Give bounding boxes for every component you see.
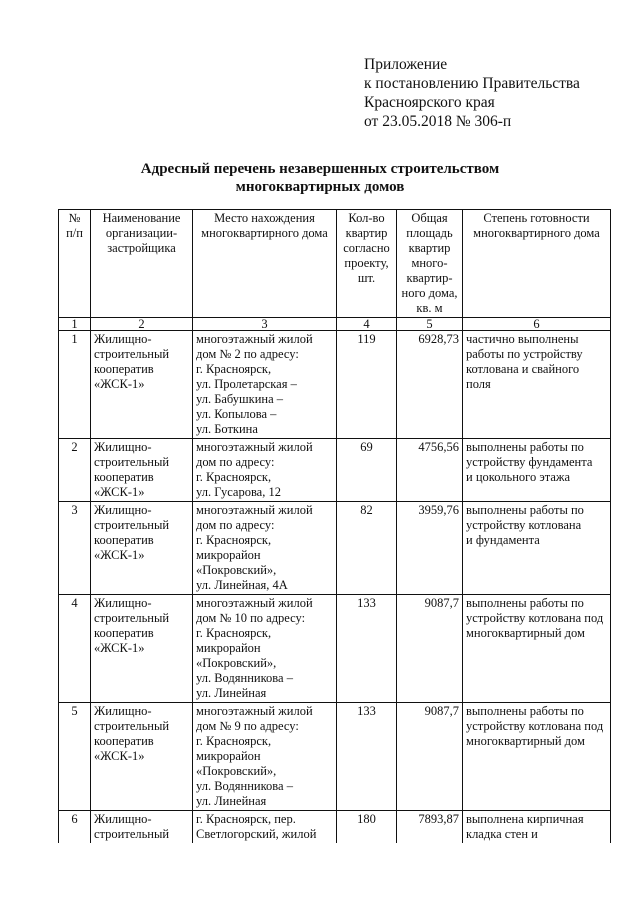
header-text-line: проекту, [344, 256, 389, 270]
location-line: г. Красноярск, пер. [196, 812, 296, 826]
appendix-block [364, 55, 580, 131]
readiness-cell [463, 439, 611, 502]
header-count [337, 210, 397, 318]
location-line: г. Красноярск, [196, 626, 272, 640]
header-text-line: организации- [105, 226, 178, 240]
organization-line: строительный [94, 719, 170, 733]
organization-line: Жилищно- [94, 704, 152, 718]
organization-line: «ЖСК-1» [94, 377, 145, 391]
readiness-cell [463, 331, 611, 439]
table-row [59, 331, 611, 439]
row-number-cell: 1 [59, 331, 91, 439]
apartment-count-cell: 82 [337, 502, 397, 595]
title-line-2: многоквартирных домов [235, 179, 405, 195]
organization-cell [91, 331, 193, 439]
appendix-line: Красноярского края [364, 94, 495, 111]
apartment-count-cell: 119 [337, 331, 397, 439]
title-line-1: Адресный перечень незавершенных строительством [140, 161, 500, 177]
header-org [91, 210, 193, 318]
total-area-cell: 3959,76 [397, 502, 463, 595]
readiness-line: поля [466, 377, 491, 391]
location-line: г. Красноярск, [196, 533, 272, 547]
organization-line: строительный [94, 611, 170, 625]
location-line: г. Красноярск, [196, 734, 272, 748]
column-number: 5 [397, 318, 463, 331]
location-line: ул. Пролетарская – [196, 377, 297, 391]
readiness-line: многоквартирный дом [466, 626, 585, 640]
location-line: дом по адресу: [196, 518, 275, 532]
header-text-line: Кол-во [348, 211, 385, 225]
location-line: г. Красноярск, [196, 470, 272, 484]
readiness-line: и фундамента [466, 533, 540, 547]
location-line: «Покровский», [196, 656, 277, 670]
header-num [59, 210, 91, 318]
organization-line: строительный [94, 455, 170, 469]
column-number-row [59, 318, 611, 331]
organization-line: «ЖСК-1» [94, 548, 145, 562]
location-cell [193, 703, 337, 811]
location-line: ул. Гусарова, 12 [196, 485, 281, 499]
location-line: «Покровский», [196, 563, 277, 577]
organization-line: кооператив [94, 734, 154, 748]
header-text-line: застройщика [107, 241, 176, 255]
table-row [59, 811, 611, 844]
location-line: микрорайон [196, 749, 261, 763]
row-number-cell: 3 [59, 502, 91, 595]
header-text-line: площадь [406, 226, 453, 240]
readiness-cell [463, 703, 611, 811]
header-text-line: Степень готовности [483, 211, 590, 225]
header-text-line: № [68, 211, 81, 225]
apartment-count-cell: 180 [337, 811, 397, 844]
location-line: ул. Бабушкина – [196, 392, 284, 406]
appendix-line: от 23.05.2018 № 306-п [364, 113, 512, 130]
location-line: ул. Линейная [196, 686, 267, 700]
readiness-line: выполнены работы по [466, 503, 584, 517]
header-area [397, 210, 463, 318]
organization-cell [91, 439, 193, 502]
readiness-cell [463, 811, 611, 844]
readiness-cell [463, 502, 611, 595]
document-title [0, 160, 640, 196]
header-text-line: много- [411, 256, 448, 270]
column-number: 2 [91, 318, 193, 331]
readiness-line: кладка стен и [466, 827, 538, 841]
header-text-line: кв. м [416, 301, 443, 315]
location-line: дом по адресу: [196, 455, 275, 469]
readiness-line: выполнены работы по [466, 596, 584, 610]
location-line: ул. Боткина [196, 422, 258, 436]
organization-line: кооператив [94, 362, 154, 376]
organization-cell [91, 595, 193, 703]
organization-line: Жилищно- [94, 440, 152, 454]
appendix-line: к постановлению Правительства [364, 75, 580, 92]
readiness-line: выполнена кирпичная [466, 812, 584, 826]
readiness-cell [463, 595, 611, 703]
location-line: г. Красноярск, [196, 362, 272, 376]
location-line: Светлогорский, жилой [196, 827, 317, 841]
header-text-line: ного дома, [401, 286, 458, 300]
location-line: ул. Линейная [196, 794, 267, 808]
organization-line: «ЖСК-1» [94, 749, 145, 763]
header-text-line: п/п [66, 226, 83, 240]
apartment-count-cell: 133 [337, 703, 397, 811]
row-number-cell: 2 [59, 439, 91, 502]
organization-line: Жилищно- [94, 596, 152, 610]
apartment-count-cell: 69 [337, 439, 397, 502]
location-line: ул. Копылова – [196, 407, 277, 421]
location-line: «Покровский», [196, 764, 277, 778]
readiness-line: устройству котлована под [466, 719, 604, 733]
readiness-line: и цокольного этажа [466, 470, 571, 484]
location-cell [193, 331, 337, 439]
total-area-cell: 9087,7 [397, 703, 463, 811]
column-number: 6 [463, 318, 611, 331]
readiness-line: частично выполнены [466, 332, 579, 346]
column-number: 3 [193, 318, 337, 331]
table-row [59, 439, 611, 502]
location-line: ул. Водянникова – [196, 779, 293, 793]
header-text-line: многоквартирного дома [473, 226, 600, 240]
organization-line: «ЖСК-1» [94, 641, 145, 655]
header-text-line: многоквартирного дома [201, 226, 328, 240]
total-area-cell: 6928,73 [397, 331, 463, 439]
header-text-line: квартир- [406, 271, 453, 285]
organization-line: Жилищно- [94, 812, 152, 826]
readiness-line: котлована и свайного [466, 362, 580, 376]
location-cell [193, 439, 337, 502]
organization-line: Жилищно- [94, 332, 152, 346]
organization-line: Жилищно- [94, 503, 152, 517]
location-line: микрорайон [196, 548, 261, 562]
location-line: многоэтажный жилой [196, 596, 313, 610]
readiness-line: выполнены работы по [466, 704, 584, 718]
organization-line: кооператив [94, 533, 154, 547]
organization-line: строительный [94, 347, 170, 361]
readiness-line: работы по устройству [466, 347, 583, 361]
header-text-line: шт. [357, 271, 376, 285]
total-area-cell: 9087,7 [397, 595, 463, 703]
table-row [59, 595, 611, 703]
organization-line: кооператив [94, 626, 154, 640]
location-cell [193, 595, 337, 703]
organization-cell [91, 502, 193, 595]
header-degree [463, 210, 611, 318]
readiness-line: устройству котлована [466, 518, 582, 532]
total-area-cell: 7893,87 [397, 811, 463, 844]
readiness-line: многоквартирный дом [466, 734, 585, 748]
location-line: дом № 10 по адресу: [196, 611, 306, 625]
header-text-line: квартир [408, 241, 451, 255]
location-line: дом № 9 по адресу: [196, 719, 299, 733]
header-row [59, 210, 611, 318]
header-place [193, 210, 337, 318]
organization-cell [91, 811, 193, 844]
location-line: многоэтажный жилой [196, 503, 313, 517]
header-text-line: Место нахождения [214, 211, 315, 225]
header-text-line: Наименование [102, 211, 181, 225]
location-line: ул. Линейная, 4А [196, 578, 288, 592]
table-body [59, 331, 611, 844]
readiness-line: устройству котлована под [466, 611, 604, 625]
total-area-cell: 4756,56 [397, 439, 463, 502]
location-line: многоэтажный жилой [196, 440, 313, 454]
organization-line: «ЖСК-1» [94, 485, 145, 499]
readiness-line: устройству фундамента [466, 455, 593, 469]
organization-line: строительный [94, 518, 170, 532]
location-line: микрорайон [196, 641, 261, 655]
location-cell [193, 811, 337, 844]
header-text-line: квартир [345, 226, 388, 240]
row-number-cell: 6 [59, 811, 91, 844]
organization-line: кооператив [94, 470, 154, 484]
apartment-count-cell: 133 [337, 595, 397, 703]
location-cell [193, 502, 337, 595]
row-number-cell: 4 [59, 595, 91, 703]
location-line: многоэтажный жилой [196, 332, 313, 346]
location-line: ул. Водянникова – [196, 671, 293, 685]
column-number: 1 [59, 318, 91, 331]
header-text-line: Общая [411, 211, 448, 225]
header-text-line: согласно [343, 241, 390, 255]
appendix-line: Приложение [364, 56, 448, 73]
organization-cell [91, 703, 193, 811]
organization-line: строительный [94, 827, 170, 841]
row-number-cell: 5 [59, 703, 91, 811]
location-line: дом № 2 по адресу: [196, 347, 299, 361]
readiness-line: выполнены работы по [466, 440, 584, 454]
buildings-table [58, 209, 611, 843]
table-row [59, 703, 611, 811]
table-row [59, 502, 611, 595]
location-line: многоэтажный жилой [196, 704, 313, 718]
column-number: 4 [337, 318, 397, 331]
